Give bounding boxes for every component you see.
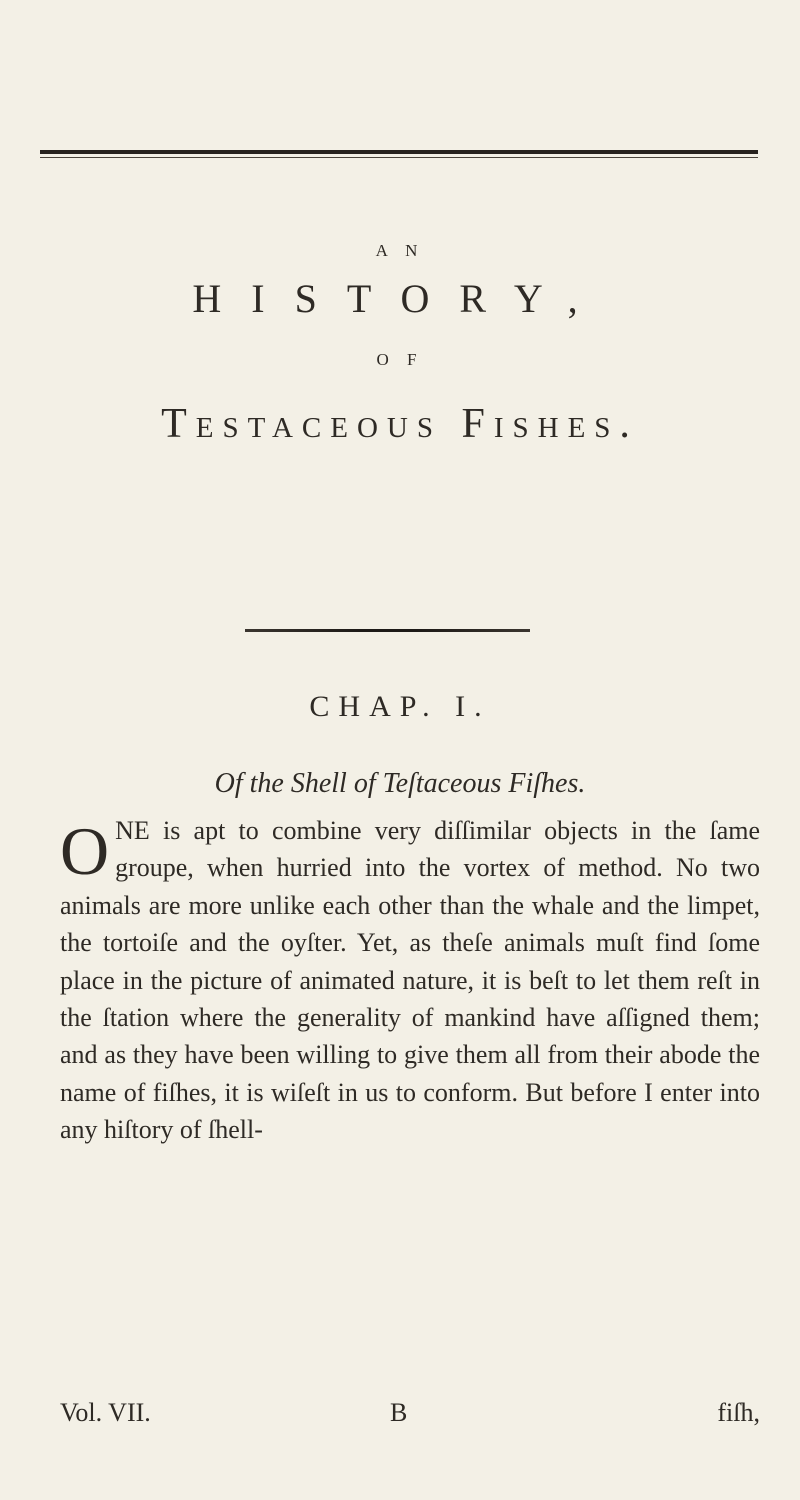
top-rule-thin bbox=[40, 157, 758, 158]
catchword: fiſh, bbox=[717, 1398, 760, 1427]
title-of: O F bbox=[376, 350, 424, 369]
chapter-number: CHAP. I. bbox=[309, 690, 491, 723]
title-history: HISTORY, bbox=[192, 276, 608, 321]
top-rule bbox=[40, 150, 758, 154]
title-an: A N bbox=[375, 241, 425, 260]
title-subject: Testaceous Fishes. bbox=[161, 401, 639, 447]
body-paragraph bbox=[60, 812, 760, 1149]
chapter-title: Of the Shell of Teſtaceous Fiſhes. bbox=[214, 768, 586, 799]
drop-cap: O bbox=[60, 813, 110, 889]
signature-mark: B bbox=[390, 1398, 408, 1427]
page-footer bbox=[60, 1398, 760, 1438]
body-text: NE is apt to combine very diſſimilar objects in the ſame groupe, when hurried into the vortex of method. No two animals are more unlike each other than the whale and the limpet, the tortoiſe and the oyſter. Yet, as theſe animals muſt find ſome place in the picture of animated nature, it is beſt to let them reſt in the ſtation where the generality of mankind have aſſigned them; and as they have been willing to give them all from their abode the name of fiſhes, it is wiſeſt in us to conform. But before I enter into any hiſtory of ſhell- bbox=[60, 816, 760, 1145]
volume-label: Vol. VII. bbox=[60, 1398, 151, 1427]
section-rule bbox=[245, 629, 530, 632]
